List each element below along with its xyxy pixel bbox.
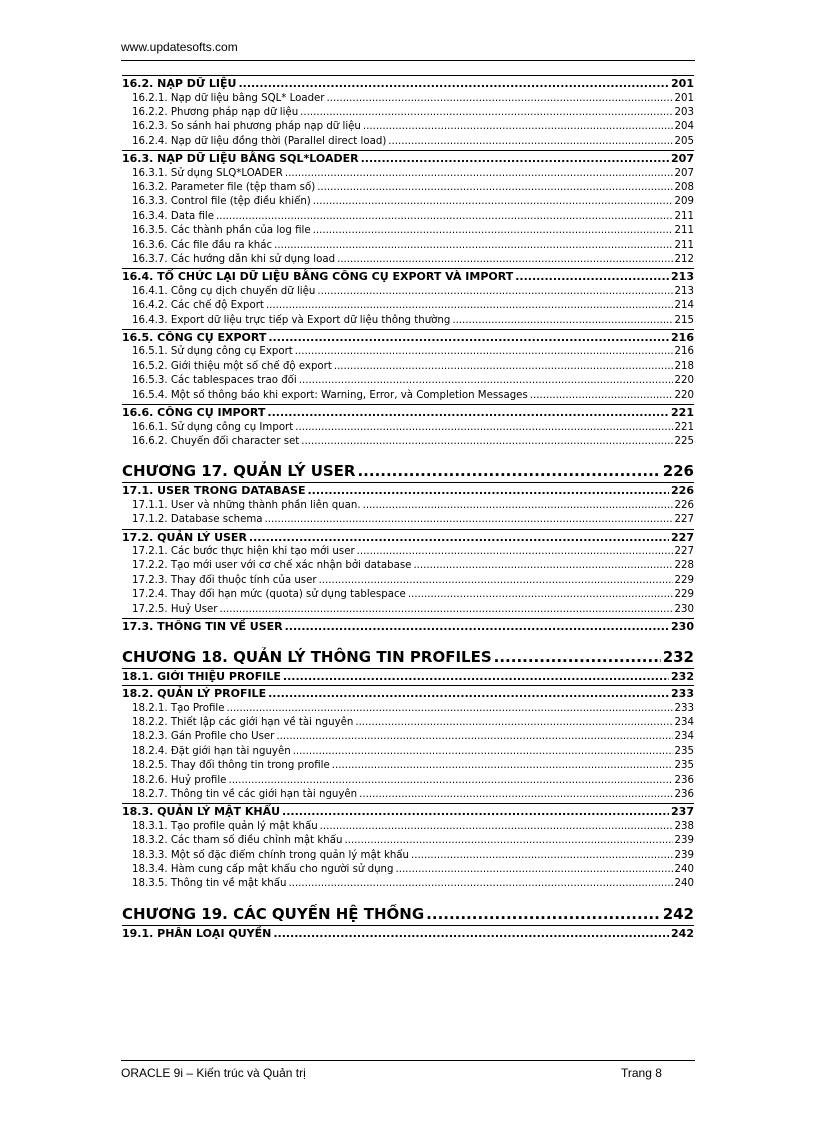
toc-section-entry[interactable] [122, 685, 694, 702]
toc-entry-title: 18.2.5. Thay đổi thông tin trong profile [132, 760, 330, 772]
toc-subsection-entry[interactable] [122, 559, 694, 573]
toc-subsection-entry[interactable] [122, 545, 694, 559]
toc-entry-title: 16.3.4. Data file [132, 210, 214, 222]
toc-subsection-entry[interactable] [122, 834, 694, 848]
toc-entry-title: 17.1.1. User và những thành phần liên quan. [132, 499, 361, 511]
toc-entry-page: 240 [674, 863, 694, 875]
toc-entry-title: 18.3.5. Thông tin về mật khẩu [132, 878, 287, 890]
toc-entry-page: 207 [674, 167, 694, 179]
toc-subsection-entry[interactable] [122, 702, 694, 716]
toc-entry-page: 233 [674, 702, 694, 714]
toc-subsection-entry[interactable] [122, 135, 694, 149]
toc-subsection-entry[interactable] [122, 716, 694, 730]
toc-subsection-entry[interactable] [122, 745, 694, 759]
toc-entry-page: 232 [671, 669, 694, 683]
footer-book-title: ORACLE 9i – Kiến trúc và Quản trị [121, 1066, 306, 1080]
toc-entry-title: 16.5.4. Một số thông báo khi export: Warning, Error, và Completion Messages [132, 389, 528, 401]
toc-subsection-entry[interactable] [122, 285, 694, 299]
toc-entry-title: 17.2.5. Huỷ User [132, 603, 218, 615]
toc-dot-leader [288, 877, 672, 891]
toc-dot-leader [317, 285, 672, 299]
toc-entry-title: 19.1. PHÂN LOẠI QUYỀN [122, 926, 272, 940]
toc-entry-page: 226 [662, 462, 694, 481]
footer-rule [121, 1060, 695, 1061]
toc-subsection-entry[interactable] [122, 499, 694, 513]
toc-entry-page: 218 [674, 360, 694, 372]
toc-subsection-entry[interactable] [122, 421, 694, 435]
toc-entry-title: 16.6. CÔNG CỤ IMPORT [122, 406, 266, 420]
toc-section-entry[interactable] [122, 482, 694, 499]
toc-dot-leader [274, 239, 672, 253]
toc-dot-leader [301, 435, 672, 449]
toc-entry-page: 236 [674, 788, 694, 800]
toc-entry-page: 229 [674, 574, 694, 586]
toc-entry-title: 18.2.1. Tạo Profile [132, 702, 225, 714]
toc-dot-leader [413, 559, 672, 573]
toc-entry-page: 234 [674, 731, 694, 743]
toc-entry-page: 242 [671, 926, 694, 940]
toc-entry-title: 16.3.6. Các file đầu ra khác [132, 239, 273, 251]
toc-dot-leader [313, 224, 673, 238]
toc-entry-title: 18.3. QUẢN LÝ MẬT KHẨU [122, 805, 281, 819]
toc-entry-title: 16.2. NẠP DỮ LIỆU [122, 77, 237, 90]
toc-dot-leader [337, 253, 672, 267]
toc-subsection-entry[interactable] [122, 849, 694, 863]
toc-entry-page: 234 [674, 716, 694, 728]
toc-entry-page: 214 [674, 300, 694, 312]
toc-entry-title: 16.6.1. Sử dụng công cụ Import [132, 421, 294, 433]
toc-subsection-entry[interactable] [122, 224, 694, 238]
toc-entry-page: 227 [671, 530, 694, 544]
toc-subsection-entry[interactable] [122, 253, 694, 267]
toc-entry-page: 225 [674, 435, 694, 447]
toc-entry-title: 16.5.3. Các tablespaces trao đổi [132, 375, 297, 387]
toc-section-entry[interactable] [122, 618, 694, 635]
toc-dot-leader [238, 76, 669, 92]
toc-section-entry[interactable] [122, 329, 694, 346]
toc-entry-page: 207 [671, 152, 694, 166]
toc-dot-leader [268, 686, 669, 702]
toc-dot-leader [355, 716, 672, 730]
toc-dot-leader [334, 360, 673, 374]
toc-entry-page: 228 [674, 560, 694, 572]
toc-entry-page: 226 [671, 484, 694, 498]
toc-dot-leader [220, 603, 673, 617]
toc-entry-title: 17.2. QUẢN LÝ USER [122, 530, 247, 544]
toc-dot-leader [344, 834, 672, 848]
toc-entry-title: 16.2.4. Nạp dữ liệu đồng thời (Parallel direct load) [132, 135, 387, 147]
toc-entry-title: 17.2.3. Thay đổi thuộc tính của user [132, 574, 317, 586]
toc-entry-title: 16.3.5. Các thành phần của log file [132, 225, 311, 237]
toc-entry-page: 212 [674, 253, 694, 265]
toc-subsection-entry[interactable] [122, 603, 694, 617]
toc-subsection-entry[interactable] [122, 574, 694, 588]
toc-section-entry[interactable] [122, 150, 694, 167]
toc-dot-leader [313, 195, 673, 209]
toc-subsection-entry[interactable] [122, 788, 694, 802]
toc-entry-page: 236 [674, 774, 694, 786]
toc-dot-leader [228, 774, 672, 788]
toc-entry-title: CHƯƠNG 17. QUẢN LÝ USER [122, 462, 356, 481]
toc-entry-title: 18.2.6. Huỷ profile [132, 774, 227, 786]
toc-subsection-entry[interactable] [122, 120, 694, 134]
toc-subsection-entry[interactable] [122, 239, 694, 253]
toc-entry-title: 17.2.4. Thay đổi hạn mức (quota) sử dụng tablespace [132, 589, 406, 601]
toc-subsection-entry[interactable] [122, 759, 694, 773]
toc-entry-page: 209 [674, 196, 694, 208]
toc-dot-leader [268, 330, 669, 346]
toc-chapter-entry[interactable] [122, 904, 694, 924]
toc-entry-page: 203 [674, 106, 694, 118]
toc-subsection-entry[interactable] [122, 92, 694, 106]
toc-entry-page: 220 [674, 389, 694, 401]
toc-dot-leader [265, 513, 673, 527]
toc-dot-leader [249, 530, 669, 546]
toc-entry-page: 237 [671, 805, 694, 819]
toc-entry-title: 17.3. THÔNG TIN VỀ USER [122, 620, 283, 634]
toc-entry-title: 16.4.2. Các chế độ Export [132, 300, 264, 312]
toc-entry-title: CHƯƠNG 18. QUẢN LÝ THÔNG TIN PROFILES [122, 647, 492, 666]
toc-subsection-entry[interactable] [122, 360, 694, 374]
toc-entry-page: 213 [674, 285, 694, 297]
toc-entry-page: 208 [674, 181, 694, 193]
page-header-site: www.updatesofts.com [121, 40, 238, 54]
toc-entry-page: 235 [674, 745, 694, 757]
toc-entry-page: 221 [671, 406, 694, 420]
toc-entry-title: 18.2.2. Thiết lập các giới hạn về tài nguyên [132, 716, 354, 728]
toc-entry-title: 17.1. USER TRONG DATABASE [122, 484, 306, 498]
toc-dot-leader [276, 730, 672, 744]
toc-dot-leader [494, 647, 661, 667]
toc-dot-leader [319, 574, 673, 588]
toc-section-entry[interactable] [122, 404, 694, 421]
toc-dot-leader [530, 389, 673, 403]
toc-entry-title: 16.4.3. Export dữ liệu trực tiếp và Export dữ liệu thông thường [132, 314, 451, 326]
toc-entry-title: 18.3.3. Một số đặc điểm chính trong quản lý mật khẩu [132, 849, 409, 861]
toc-subsection-entry[interactable] [122, 877, 694, 891]
toc-entry-page: 211 [674, 225, 694, 237]
toc-dot-leader [216, 210, 673, 224]
toc-subsection-entry[interactable] [122, 181, 694, 195]
toc-entry-title: 16.5.1. Sử dụng công cụ Export [132, 346, 293, 358]
toc-dot-leader [359, 788, 672, 802]
toc-entry-page: 221 [674, 421, 694, 433]
toc-entry-page: 213 [671, 270, 694, 284]
toc-entry-title: 18.3.1. Tạo profile quản lý mật khẩu [132, 820, 318, 832]
toc-subsection-entry[interactable] [122, 435, 694, 449]
toc-entry-page: 230 [674, 603, 694, 615]
toc-section-entry[interactable] [122, 803, 694, 820]
toc-entry-title: 18.2.4. Đặt giới hạn tài nguyên [132, 745, 291, 757]
toc-dot-leader [357, 461, 660, 481]
toc-dot-leader [408, 588, 673, 602]
toc-dot-leader [285, 619, 669, 635]
toc-entry-title: 16.3.2. Parameter file (tệp tham số) [132, 181, 316, 193]
toc-entry-title: 17.2.1. Các bước thực hiện khi tạo mới user [132, 546, 355, 558]
toc-entry-page: 229 [674, 589, 694, 601]
toc-entry-page: 235 [674, 760, 694, 772]
toc-subsection-entry[interactable] [122, 588, 694, 602]
toc-entry-title: 16.4.1. Công cụ dịch chuyển dữ liệu [132, 285, 316, 297]
toc-dot-leader [327, 92, 673, 106]
toc-dot-leader [308, 483, 670, 499]
toc-entry-title: 17.1.2. Database schema [132, 514, 263, 526]
toc-entry-page: 242 [662, 904, 694, 923]
toc-subsection-entry[interactable] [122, 374, 694, 388]
toc-entry-title: 18.3.2. Các tham số điều chỉnh mật khẩu [132, 835, 343, 847]
toc-dot-leader [300, 106, 672, 120]
toc-dot-leader [317, 181, 672, 195]
toc-entry-page: 239 [674, 849, 694, 861]
toc-entry-title: 18.1. GIỚI THIỆU PROFILE [122, 669, 281, 683]
toc-section-entry[interactable] [122, 668, 694, 685]
table-of-contents [122, 74, 694, 941]
toc-subsection-entry[interactable] [122, 389, 694, 403]
toc-section-entry[interactable] [122, 925, 694, 942]
toc-entry-page: 204 [674, 121, 694, 133]
toc-entry-title: CHƯƠNG 19. CÁC QUYỀN HỆ THỐNG [122, 904, 425, 923]
toc-dot-leader [452, 314, 672, 328]
toc-dot-leader [267, 405, 669, 421]
toc-entry-page: 220 [674, 375, 694, 387]
toc-section-entry[interactable] [122, 529, 694, 546]
toc-entry-page: 240 [674, 878, 694, 890]
toc-dot-leader [388, 135, 672, 149]
toc-entry-title: 16.6.2. Chuyển đổi character set [132, 435, 300, 447]
toc-chapter-entry[interactable] [122, 461, 694, 481]
toc-dot-leader [363, 120, 673, 134]
toc-entry-page: 227 [674, 514, 694, 526]
toc-section-entry[interactable] [122, 268, 694, 285]
toc-entry-title: 16.2.2. Phương pháp nạp dữ liệu [132, 106, 299, 118]
header-rule [121, 60, 695, 61]
toc-entry-page: 215 [674, 314, 694, 326]
toc-dot-leader [293, 745, 673, 759]
toc-dot-leader [227, 702, 673, 716]
toc-entry-page: 216 [671, 330, 694, 344]
toc-entry-page: 233 [671, 687, 694, 701]
toc-entry-title: 16.2.3. So sánh hai phương pháp nạp dữ liệu [132, 121, 361, 133]
toc-subsection-entry[interactable] [122, 863, 694, 877]
toc-dot-leader [283, 669, 669, 685]
toc-entry-page: 211 [674, 210, 694, 222]
toc-subsection-entry[interactable] [122, 513, 694, 527]
toc-chapter-entry[interactable] [122, 647, 694, 667]
toc-entry-page: 201 [674, 92, 694, 104]
toc-entry-page: 205 [674, 135, 694, 147]
toc-dot-leader [282, 804, 669, 820]
toc-subsection-entry[interactable] [122, 820, 694, 834]
toc-entry-title: 16.5. CÔNG CỤ EXPORT [122, 330, 267, 344]
toc-entry-page: 238 [674, 820, 694, 832]
toc-entry-page: 227 [674, 546, 694, 558]
toc-entry-page: 226 [674, 499, 694, 511]
toc-subsection-entry[interactable] [122, 345, 694, 359]
toc-dot-leader [285, 167, 673, 181]
toc-entry-title: 18.3.4. Hàm cung cấp mật khẩu cho người sử dụng [132, 863, 394, 875]
toc-dot-leader [332, 759, 673, 773]
toc-entry-page: 239 [674, 835, 694, 847]
toc-subsection-entry[interactable] [122, 299, 694, 313]
toc-entry-title: 18.2.7. Thông tin về các giới hạn tài nguyên [132, 788, 358, 800]
toc-subsection-entry[interactable] [122, 774, 694, 788]
toc-dot-leader [361, 151, 669, 167]
toc-entry-title: 16.3.3. Control file (tệp điều khiển) [132, 196, 311, 208]
toc-entry-page: 211 [674, 239, 694, 251]
toc-entry-title: 16.4. TỔ CHỨC LẠI DỮ LIỆU BẰNG CÔNG CỤ EXPORT VÀ IMPORT [122, 270, 514, 284]
toc-dot-leader [299, 374, 673, 388]
toc-subsection-entry[interactable] [122, 730, 694, 744]
toc-dot-leader [295, 421, 672, 435]
toc-section-entry[interactable] [122, 75, 694, 92]
toc-subsection-entry[interactable] [122, 106, 694, 120]
toc-dot-leader [266, 299, 673, 313]
toc-entry-page: 216 [674, 346, 694, 358]
toc-entry-title: 16.2.1. Nạp dữ liệu bằng SQL* Loader [132, 92, 325, 104]
toc-dot-leader [320, 820, 673, 834]
toc-dot-leader [426, 904, 661, 924]
toc-entry-title: 16.3.7. Các hướng dẫn khi sử dụng load [132, 253, 336, 265]
toc-entry-title: 16.3. NẠP DỮ LIỆU BẰNG SQL*LOADER [122, 152, 359, 166]
toc-entry-page: 201 [671, 77, 694, 90]
footer-page-number: Trang 8 [621, 1066, 662, 1080]
toc-dot-leader [515, 269, 669, 285]
toc-entry-title: 18.2. QUẢN LÝ PROFILE [122, 687, 267, 701]
toc-entry-title: 16.5.2. Giới thiệu một số chế độ export [132, 360, 332, 372]
toc-dot-leader [273, 926, 669, 942]
toc-entry-title: 18.2.3. Gán Profile cho User [132, 731, 275, 743]
toc-dot-leader [395, 863, 672, 877]
toc-entry-title: 16.3.1. Sử dụng SLQ*LOADER [132, 167, 283, 179]
toc-subsection-entry[interactable] [122, 195, 694, 209]
toc-dot-leader [363, 499, 673, 513]
toc-subsection-entry[interactable] [122, 167, 694, 181]
toc-entry-page: 232 [662, 647, 694, 666]
toc-entry-title: 17.2.2. Tạo mới user với cơ chế xác nhận bởi database [132, 560, 412, 572]
toc-entry-page: 230 [671, 620, 694, 634]
toc-subsection-entry[interactable] [122, 314, 694, 328]
toc-dot-leader [295, 345, 673, 359]
toc-dot-leader [411, 849, 673, 863]
toc-dot-leader [357, 545, 673, 559]
toc-subsection-entry[interactable] [122, 210, 694, 224]
